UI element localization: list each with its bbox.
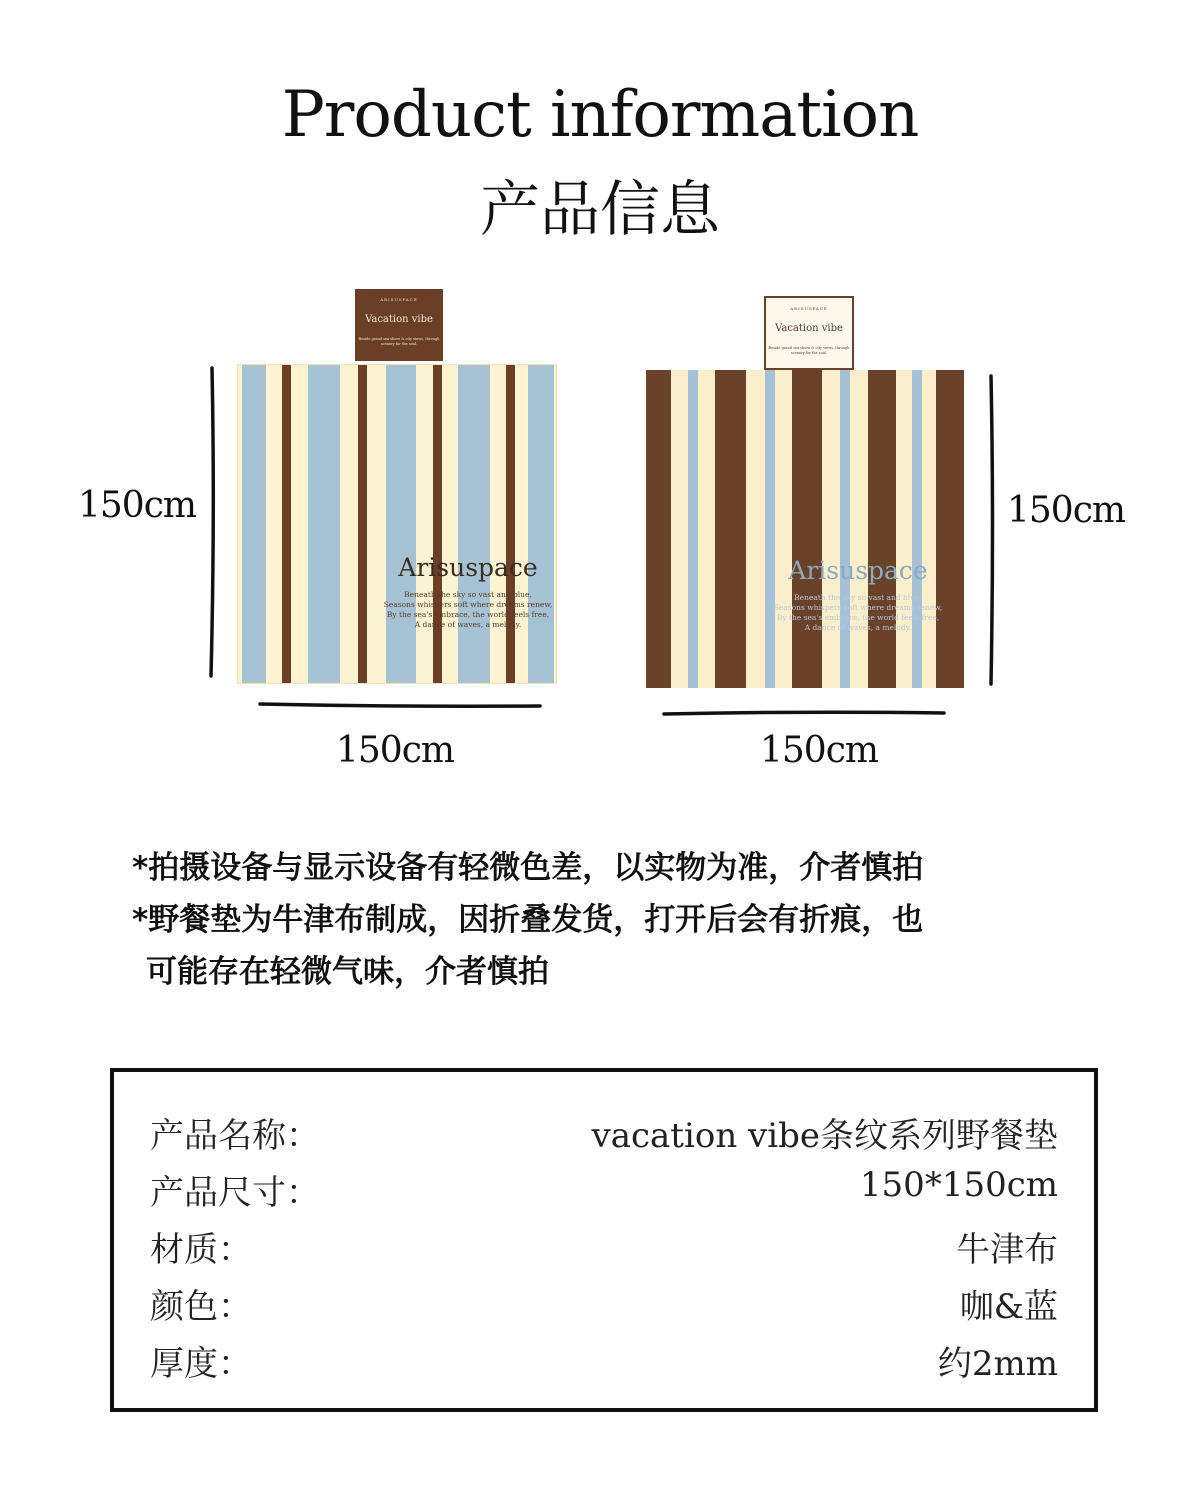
hang-tag-cream [764,296,854,370]
hang-tag-title: Vacation vibe [365,314,433,325]
poem-line: By the sea's embrace, the world feels free, [776,613,940,622]
note-material-folding-continued: 可能存在轻微气味，介者慎拍 [146,954,549,990]
page-title-chinese: 产品信息 [480,175,720,245]
info-key: 颜色： [150,1287,252,1327]
poem-line: Beneath the sky so vast and blue, [404,590,532,599]
width-label-left: 150cm [336,730,455,771]
poem-line: A dance of waves, a melody. [414,620,522,629]
mat-stripe-blue [386,365,416,683]
info-value: 约2mm [937,1344,1058,1384]
note-color-difference: *拍摄设备与显示设备有轻微色差，以实物为准，介者慎拍 [132,850,924,886]
info-row-color [150,1279,1058,1335]
mat-stripe-blue [765,370,775,688]
picnic-mat-blue [237,364,557,684]
info-key: 材质： [150,1230,252,1270]
mat-poem [368,590,557,630]
page-title-english: Product information [281,78,919,152]
mat-stripe-blue [308,365,340,683]
info-key: 厚度： [150,1344,252,1384]
info-row-material [150,1222,1058,1278]
mat-stripe-blue [688,370,698,688]
hang-tag-brown [355,289,443,361]
mat-stripe-brown [506,365,515,683]
poem-line: A dance of waves, a melody. [804,623,912,632]
poem-line: Seasons whispers soft where dreams renew, [773,603,943,612]
mat-brand-name: Arisuspace [788,556,928,585]
mat-stripe-blue [912,370,922,688]
mat-stripe-blue [840,370,850,688]
mat-stripe-blue [242,365,266,683]
info-key: 产品名称： [150,1116,320,1156]
hang-tag-brand: ARISUSPACE [790,306,828,311]
mat-text-overlay [368,553,557,630]
info-row-size [150,1165,1058,1221]
mat-stripe-brown [358,365,367,683]
info-value: vacation vibe条纹系列野餐垫 [591,1116,1058,1156]
hang-tag-title: Vacation vibe [775,323,843,334]
mat-stripe-brown [433,365,442,683]
poem-line: By the sea's embrace, the world feels free, [386,610,550,619]
height-line-right [984,374,998,686]
width-line-right [662,706,946,720]
hang-tag-brand: ARISUSPACE [380,297,418,302]
poem-line: Beneath the sky so vast and blue, [794,593,922,602]
mat-stripe-blue [528,365,554,683]
mat-text-overlay [758,556,958,633]
picnic-mat-brown [646,370,964,688]
mat-brand-name: Arisuspace [398,553,538,582]
info-key: 产品尺寸： [150,1173,320,1213]
mat-stripe-blue [458,365,490,683]
mat-poem [758,593,958,633]
notes-block [132,842,1092,998]
info-row-thickness [150,1336,1058,1392]
height-line-left [205,366,219,678]
height-label-left: 150cm [78,485,197,526]
height-label-right: 150cm [1007,490,1126,531]
info-value: 牛津布 [956,1230,1058,1270]
info-value: 150*150cm [859,1165,1058,1205]
mat-stripe-brown [282,365,291,683]
poem-line: Seasons whispers soft where dreams renew, [383,600,553,609]
hang-tag-caption: Beside grand sea-shore & city views, through scenery for the soul. [358,337,440,346]
width-line-left [258,698,542,712]
info-value: 咖&蓝 [959,1287,1058,1327]
info-row-name [150,1108,1058,1164]
note-material-folding: *野餐垫为牛津布制成，因折叠发货，打开后会有折痕，也 [132,902,924,938]
width-label-right: 150cm [760,730,879,771]
product-info-table [110,1068,1098,1412]
hang-tag-caption: Beside grand sea-shore & city views, through scenery for the soul. [768,346,850,355]
